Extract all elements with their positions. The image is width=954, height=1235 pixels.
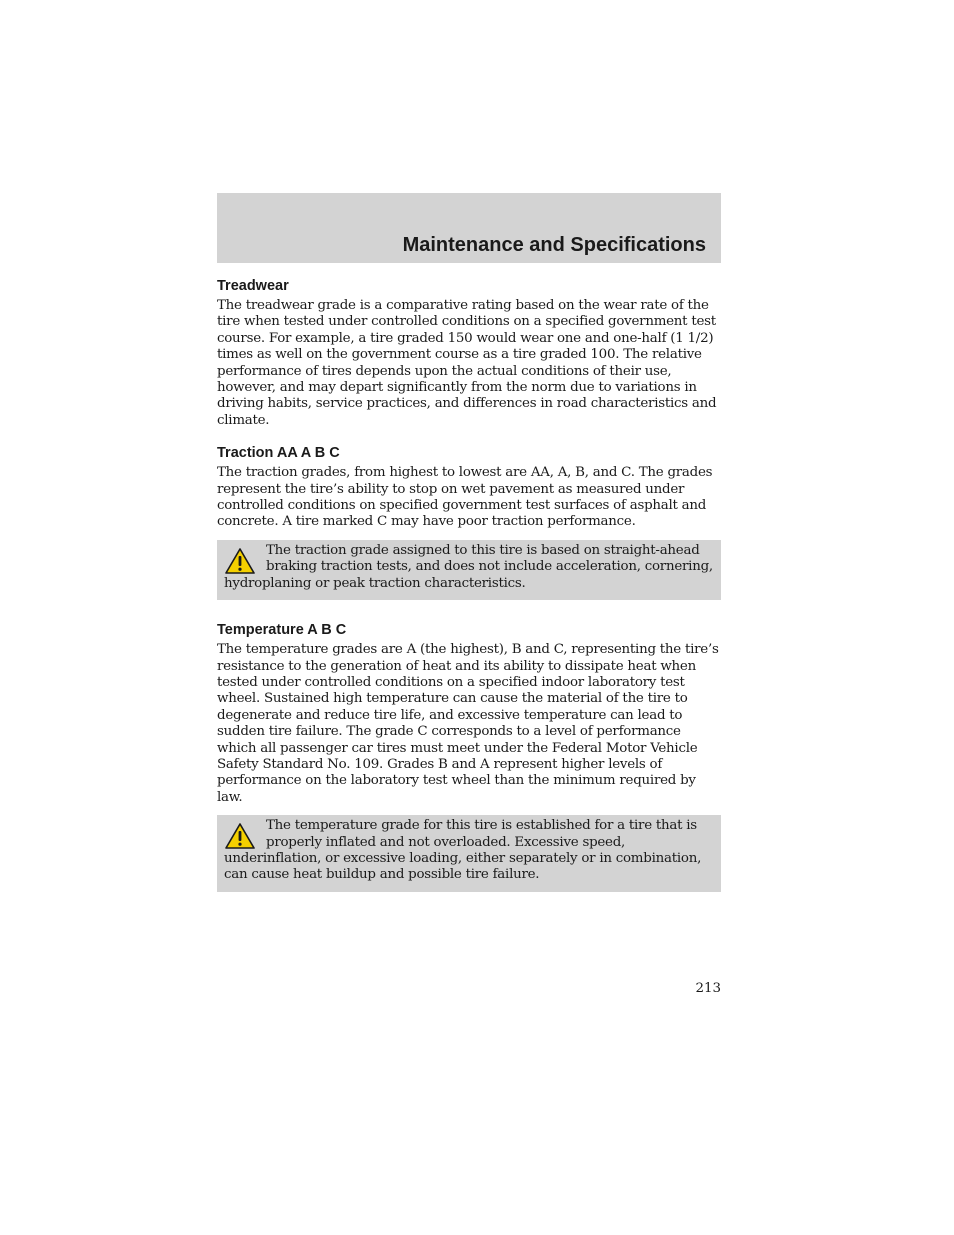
page-number: 213 <box>695 981 721 996</box>
traction-section <box>217 443 721 600</box>
main-content <box>217 276 721 892</box>
warning-box <box>217 815 721 892</box>
warning-text: The traction grade assigned to this tire is based on straight-ahead braking traction tests, and does not include acceleration, cornering, hydroplaning or peak traction characteristics. <box>224 542 713 591</box>
temperature-section <box>217 620 721 892</box>
header-band <box>217 193 721 263</box>
section-body: The treadwear grade is a comparative rating based on the wear rate of the tire when tested under controlled conditions on a specified government test course. For example, a tire graded 150 would wear one and one-half (1 1/2) times as well on the government course as a tire graded 100. The relative performance of tires depends upon the actual conditions of their use, however, and may depart significantly from the norm due to variations in driving habits, service practices, and differences in road characteristics and climate. <box>217 298 717 428</box>
section-heading: Treadwear <box>217 278 289 294</box>
warning-triangle-icon <box>224 547 256 575</box>
warning-box <box>217 540 721 600</box>
section-body: The temperature grades are A (the highest), B and C, representing the tire’s resistance to the generation of heat and its ability to dissipate heat when tested under controlled conditions on a specified indoor laboratory test wheel. Sustained high temperature can cause the material of the tire to degenerate and reduce tire life, and excessive temperature can lead to sudden tire failure. The grade C corresponds to a level of performance which all passenger car tires must meet under the Federal Motor Vehicle Safety Standard No. 109. Grades B and A represent higher levels of performance on the laboratory test wheel than the minimum required by law. <box>217 642 719 805</box>
section-heading: Temperature A B C <box>217 622 347 639</box>
warning-triangle-icon <box>224 822 256 850</box>
page-title: Maintenance and Specifications <box>402 234 706 256</box>
warning-text: The temperature grade for this tire is established for a tire that is properly inflated and not overloaded. Excessive speed, underinflation, or excessive loading, either separately or in combination, can cause heat buildup and possible tire failure. <box>224 818 702 883</box>
treadwear-section <box>217 276 721 429</box>
section-heading: Traction AA A B C <box>217 445 340 462</box>
section-body: The traction grades, from highest to lowest are AA, A, B, and C. The grades represent the tire’s ability to stop on wet pavement as measured under controlled conditions on specified government test surfaces of asphalt and concrete. A tire marked C may have poor traction performance. <box>217 465 713 530</box>
